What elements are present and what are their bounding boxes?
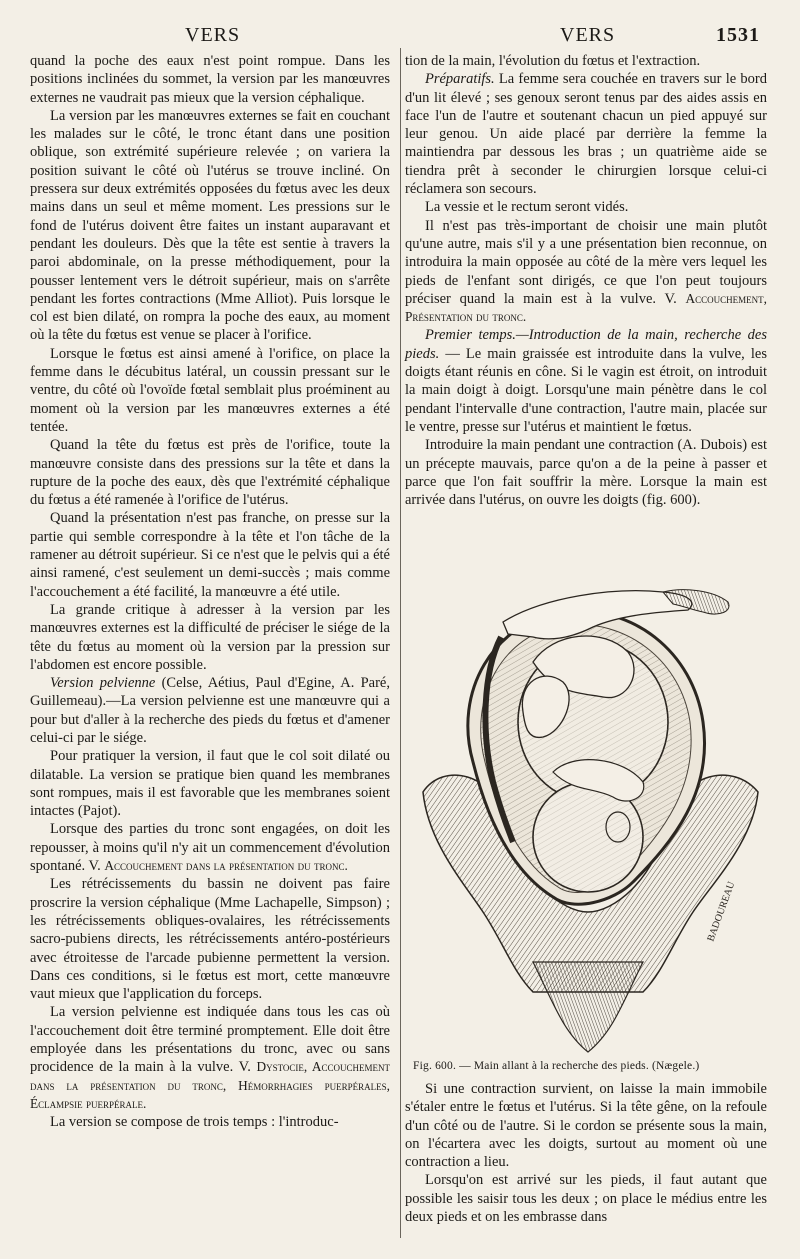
paragraph: La vessie et le rectum seront vidés. <box>425 199 629 216</box>
paragraph <box>30 674 390 747</box>
right-column-continued <box>405 1080 767 1226</box>
paragraph: Quand la présentation n'est pas franche, on presse sur la partie qui semble correspondre à la tête et l'on tâche de la ramener au détroit supérieur. Si ce n'est que le pelvis qui a été ainsi ramené, c'est seulement un demi-succès ; mais comme l'accouchement a été facilité, la manœuvre a été utile. <box>30 510 390 600</box>
running-head-left: VERS <box>185 24 241 46</box>
paragraph: Lorsque le fœtus est ainsi amené à l'orifice, on place la femme dans le décubitus latéral, un coussin pressant sur le ventre, du côté où l'ovoïde fœtal semblait plus proéminent au moment où la version par les manœuvres externes a été tentée. <box>30 345 390 435</box>
paragraph: quand la poche des eaux n'est point rompue. Dans les positions inclinées du sommet, la version par les manœuvres externes ne vaudrait pas mieux que la version céphalique. <box>30 53 390 106</box>
figure-caption: Fig. 600. — Main allant à la recherche des pieds. (Nægele.) <box>413 1060 700 1072</box>
engraver-signature: BADOUREAU <box>705 880 738 944</box>
paragraph: La version par les manœuvres externes se fait en couchant les malades sur le côté, le tronc étant dans une position oblique, son extrémité supérieure relevée ; on variera la position suivant le côté où l'utérus se trouve incliné. On pressera sur deux extrémités opposées du fœtus avec les deux mains dans un seul et même moment. Les pressions sur le fond de l'utérus doivent être faites un instant auparavant et pendant les douleurs. Dès que la tête est sentie à travers la paroi abdominale, on la presse méthodiquement, pour la pousser lentement vers le détroit supérieur, mais on s'arrête pendant les fortes contractions (Mme Alliot). Puis lorsque le col est bien dilaté, on rompra la poche des eaux, au moment où la tête du fœtus est venue se placer à l'orifice. <box>30 107 390 344</box>
paragraph <box>30 1003 390 1113</box>
page-number: 1531 <box>716 24 760 46</box>
cross-reference: Accouchement dans la présentation du tronc. <box>104 858 348 874</box>
italic-heading: Version pelvienne <box>50 675 156 692</box>
paragraph-text: (Celse, Aétius, Paul d'Egine, A. Paré, Guillemeau).—La version pelvienne est une manœuvre qui a pour but d'aller à la recherche des pieds du fœtus et d'amener celui-ci par le siége. <box>30 675 390 746</box>
running-head-right: VERS <box>560 24 616 46</box>
paragraph: La version se compose de trois temps : l'introduc- <box>50 1114 339 1131</box>
paragraph: Les rétrécissements du bassin ne doivent pas faire proscrire la version céphalique (Mme Lachapelle, Simpson) ; les rétrécissements obliques-ovalaires, les rétrécissements sacro-pubiens directs, les rétrécissements antéro-postérieurs avec étroitesse de l'arcade pubienne permettent la version. Dans ces conditions, si le fœtus est mort, cette manœuvre vaut mieux que l'application du forceps. <box>30 876 390 1003</box>
paragraph: Introduire la main pendant une contraction (A. Dubois) est un précepte mauvais, parce qu'on a de la peine à passer et parce que l'on fait souffrir la mère. Lorsque la main est arrivée dans l'utérus, on ouvre les doigts (fig. 600). <box>405 437 767 509</box>
italic-heading: Préparatifs. <box>425 71 495 88</box>
paragraph: tion de la main, l'évolution du fœtus et l'extraction. <box>405 53 701 69</box>
paragraph: Si une contraction survient, on laisse la main immobile s'étaler entre le fœtus et l'utérus. Si la tête gêne, on la refoule d'un côté ou de l'autre. Si le cordon se présente sous la main, on l'écartera avec les doigts, surtout au moment où une contraction a lieu. <box>405 1081 767 1171</box>
paragraph: La grande critique à adresser à la version par les manœuvres externes est la difficulté de préciser le siége de la tête du fœtus au moment où la version par la pression sur l'abdomen est encore possible. <box>30 601 390 673</box>
right-column <box>405 52 767 509</box>
engraving-figure <box>413 582 765 1054</box>
cross-reference: Accouchement, Présentation du tronc. <box>405 290 767 325</box>
paragraph <box>405 217 767 327</box>
paragraph: Quand la tête du fœtus est près de l'orifice, toute la manœuvre consiste dans des pressions sur la tête et dans la rupture de la poche des eaux, dès que l'extrémité céphalique du fœtus a été ramenée à l'orifice de l'utérus. <box>30 437 390 509</box>
paragraph: Pour pratiquer la version, il faut que le col soit dilaté ou dilatable. La version se pratique bien quand les membranes sont rompues, mais il est favorable que les membranes soient intactes (Pajot). <box>30 748 390 820</box>
paragraph-text: — Le main graissée est introduite dans la vulve, les doigts étant réunis en cône. Si le vagin est étroit, on introduit la main doigt à doigt. Lorsqu'une main pénètre dans le col pendant l'intervalle d'une contraction, l'autre main, placée sur le ventre, presse sur l'utérus et maintient le fœtus. <box>405 345 767 435</box>
italic-heading: Premier temps.—Introduction de la main, recherche des pieds. <box>405 327 767 362</box>
paragraph <box>30 820 390 875</box>
paragraph <box>405 70 767 198</box>
cross-reference: Dystocie, Accouchement dans la présentation du tronc, Hémorrhagies puerpérales, Éclampsie puerpérale. <box>30 1059 390 1111</box>
paragraph-text: Il n'est pas très-important de choisir une main plutôt qu'une autre, mais s'il y a une présentation bien reconnue, on introduira la main opposée au côté de la mère vers lequel les pieds de l'enfant sont dirigés, ce que l'on peut toujours préciser quand la main est à la vulve. V. <box>405 217 767 307</box>
column-divider <box>400 48 401 1238</box>
paragraph <box>405 326 767 436</box>
paragraph: Lorsqu'on est arrivé sur les pieds, il faut autant que possible les saisir tous les deux ; on place le médius entre les deux pieds et on les embrasse dans <box>405 1172 767 1226</box>
paragraph-text: Lorsque des parties du tronc sont engagées, on doit les repousser, à moins qu'il n'y ait un commencement d'évolution spontané. V. <box>30 821 390 875</box>
left-column <box>30 52 390 1132</box>
paragraph-text: La version pelvienne est indiquée dans tous les cas où l'accouchement doit être terminé promptement. Elle doit être employée dans les présentations du tronc, avec ou sans procidence de la main à la vulve. V. <box>30 1004 390 1076</box>
paragraph-text: La femme sera couchée en travers sur le bord d'un lit élevé ; ses genoux seront tenus par des aides assis en face l'un de l'autre et soutenant chacun un pied appuyé sur leur genou. Un aide placé par derrière la femme la maintiendra par dessous les bras ; un quatrième aide se tiendra prêt à seconder le chirurgien lorsque celui-ci réclamera son secours. <box>405 71 767 198</box>
uterus-illustration <box>413 582 765 1054</box>
